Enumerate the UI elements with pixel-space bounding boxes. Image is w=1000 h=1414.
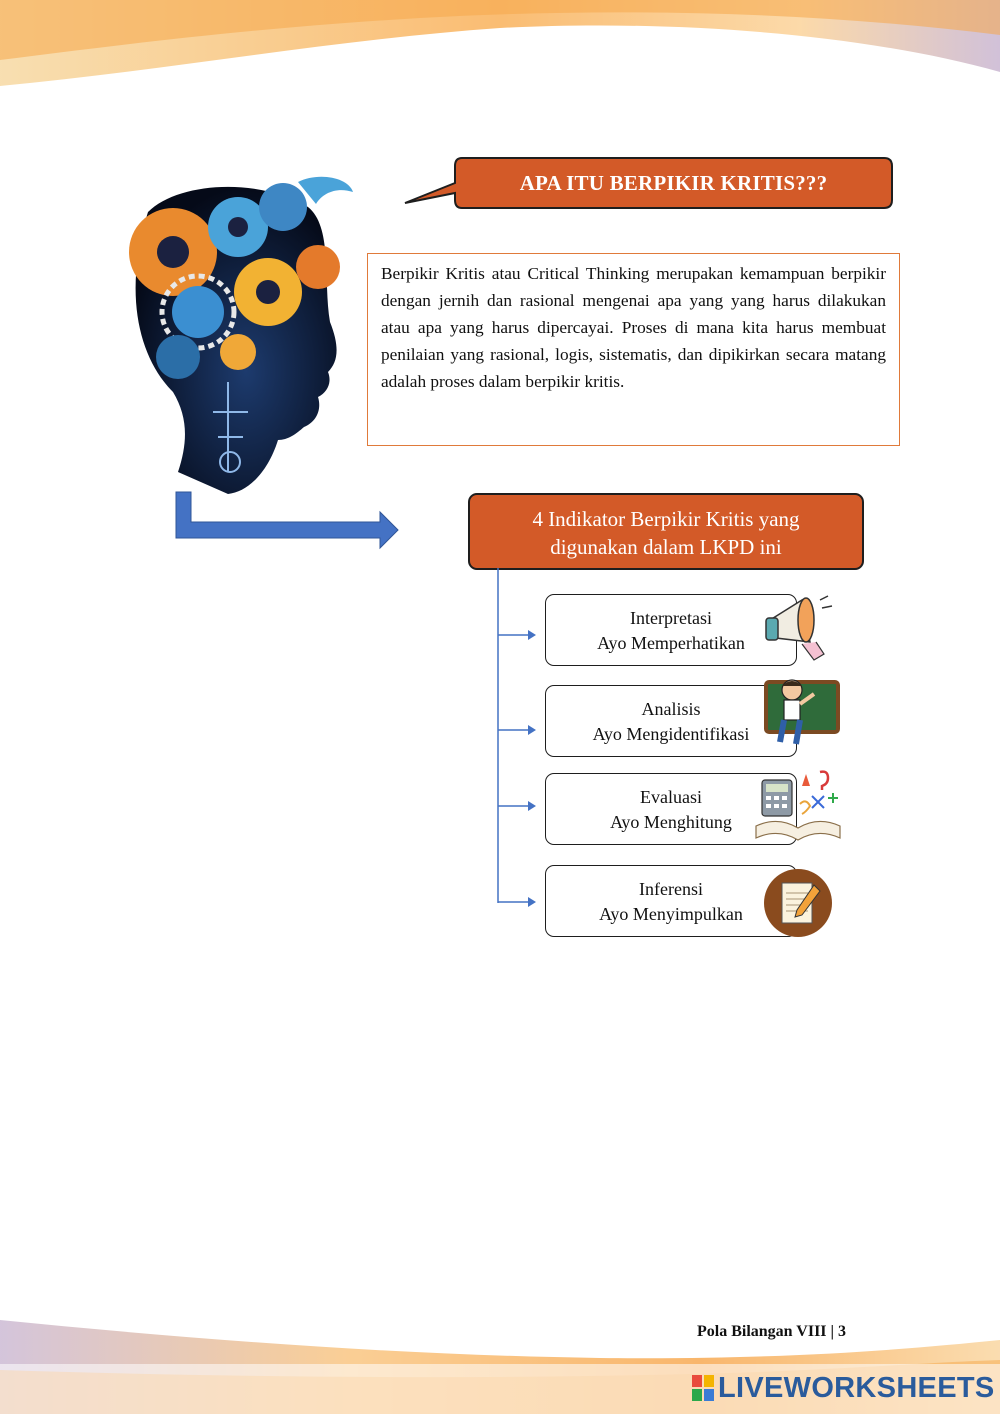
calculator-book-icon bbox=[754, 768, 844, 844]
indicator-card-inferensi bbox=[545, 865, 797, 937]
indicator-name: Inferensi bbox=[639, 879, 703, 899]
brand-text: LIVEWORKSHEETS bbox=[718, 1371, 995, 1404]
indicator-card-interpretasi bbox=[545, 594, 797, 666]
indicator-header bbox=[468, 493, 864, 570]
student-chalkboard-icon bbox=[756, 672, 842, 750]
liveworksheets-logo bbox=[692, 1370, 995, 1406]
indicator-tree-lines bbox=[490, 568, 550, 913]
definition-text: Berpikir Kritis atau Critical Thinking merupakan kemampuan berpikir dengan jernih dan rasional mengenai apa yang yang harus dilakukan atau apa yang harus dipercayai. Proses di mana kita harus membuat penilaian yang rasional, logis, sistematis, dan dipikirkan secara matang adalah proses dalam berpikir kritis. bbox=[381, 264, 886, 391]
megaphone-icon bbox=[762, 592, 834, 666]
indicator-action: Ayo Menyimpulkan bbox=[599, 904, 743, 924]
indicator-name: Analisis bbox=[641, 699, 701, 719]
indicator-name: Evaluasi bbox=[640, 787, 702, 807]
indicator-action: Ayo Memperhatikan bbox=[597, 633, 745, 653]
indicator-header-line2: digunakan dalam LKPD ini bbox=[550, 535, 782, 559]
connector-arrow bbox=[170, 490, 402, 550]
footer-page-label: Pola Bilangan VIII | 3 bbox=[697, 1323, 847, 1340]
liveworksheets-grid-icon bbox=[692, 1375, 714, 1401]
indicator-action: Ayo Mengidentifikasi bbox=[592, 724, 750, 744]
head-gears-illustration bbox=[118, 172, 368, 502]
definition-box bbox=[367, 253, 900, 446]
indicator-action: Ayo Menghitung bbox=[610, 812, 732, 832]
callout-title: APA ITU BERPIKIR KRITIS??? bbox=[519, 170, 828, 195]
indicator-header-line1: 4 Indikator Berpikir Kritis yang bbox=[532, 507, 800, 531]
notepad-pencil-icon bbox=[762, 867, 834, 939]
top-banner-decoration bbox=[0, 0, 1000, 100]
indicator-name: Interpretasi bbox=[630, 608, 712, 628]
